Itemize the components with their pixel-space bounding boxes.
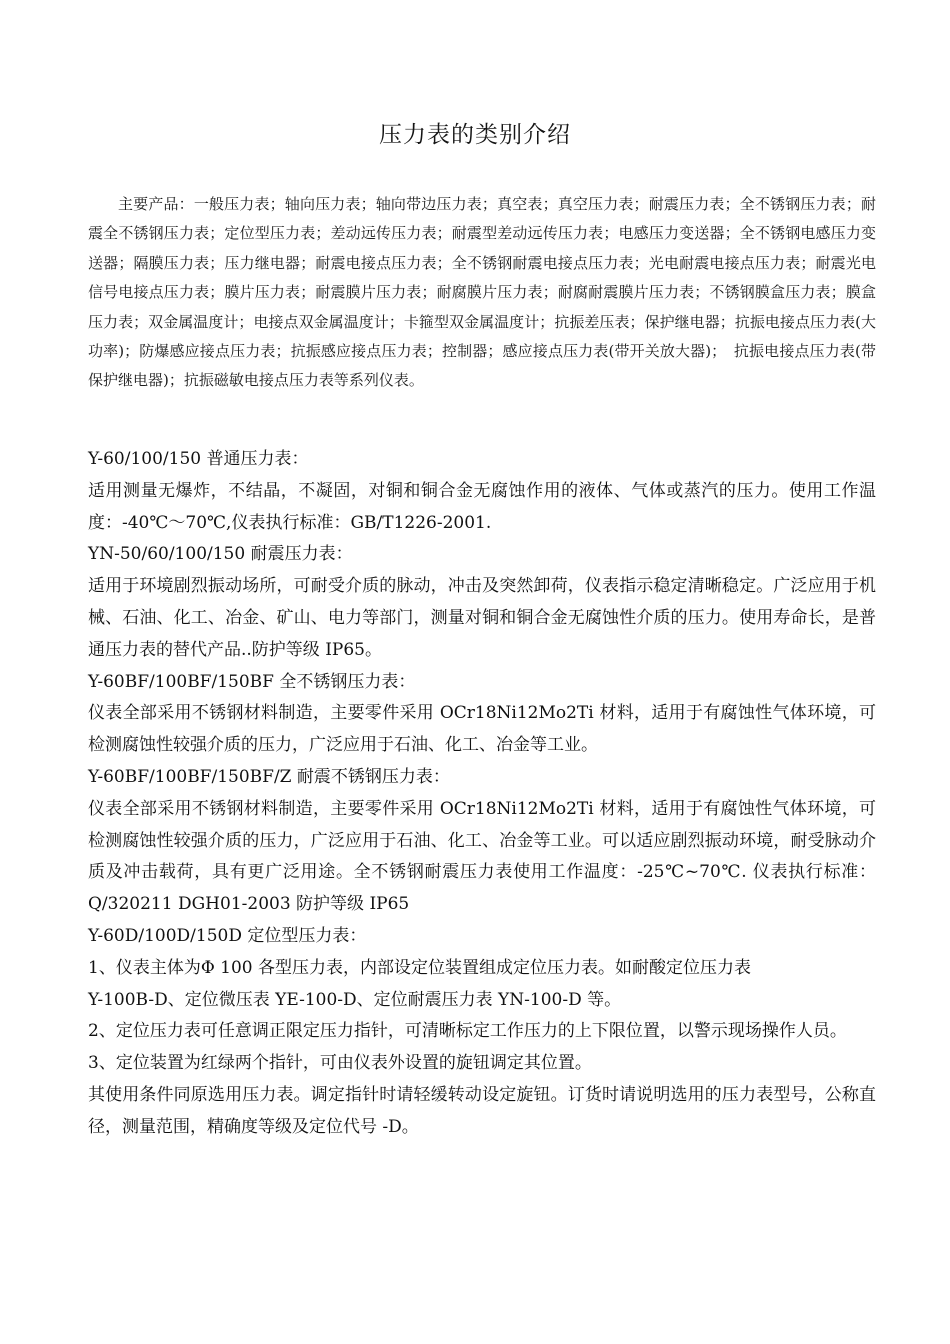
positioning-item-3: 3、定位装置为红绿两个指针，可由仪表外设置的旋钮调定其位置。 — [88, 1053, 592, 1074]
section-heading-shockproof-gauge: YN-50/60/100/150 耐震压力表： — [88, 544, 353, 565]
section-text-stainless-gauge: 仪表全部采用不锈钢材料制造，主要零件采用 OCr18Ni12Mo2Ti 材料，适用于有腐蚀性气体环境，可检测腐蚀性较强介质的压力，广泛应用于石油、化工、冶金等工业。 — [88, 703, 876, 756]
positioning-item-1: 1、仪表主体为Φ 100 各型压力表，内部设定位装置组成定位压力表。如耐酸定位压力表 — [88, 957, 752, 978]
section-heading-standard-gauge: Y-60/100/150 普通压力表： — [88, 449, 309, 469]
document-title: 压力表的类别介绍 — [379, 122, 571, 148]
section-text-shockproof-stainless-gauge: 仪表全部采用不锈钢材料制造，主要零件采用 OCr18Ni12Mo2Ti 材料，适用于有腐蚀性气体环境，可检测腐蚀性较强介质的压力，广泛应用于石油、化工、冶金等工业。可以适应剧烈振动环境，耐受脉动介质及冲击载荷，具有更广泛用途。全不锈钢耐震压力表使用工作温度：-25℃~70℃. 仪表执行标准：Q/320211 DGH01-2003 防护等级 IP65 — [88, 798, 876, 915]
section-text-standard-gauge: 适用测量无爆炸，不结晶，不凝固，对铜和铜合金无腐蚀作用的液体、气体或蒸汽的压力。使用工作温度：-40℃～70℃,仪表执行标准：GB/T1226-2001. — [88, 480, 876, 533]
section-heading-positioning-gauge: Y-60D/100D/150D 定位型压力表： — [88, 925, 367, 946]
section-heading-stainless-gauge: Y-60BF/100BF/150BF 全不锈钢压力表： — [88, 671, 416, 692]
document-body — [88, 444, 876, 1144]
section-text-shockproof-gauge: 适用于环境剧烈振动场所，可耐受介质的脉动，冲击及突然卸荷，仪表指示稳定清晰稳定。广泛应用于机械、石油、化工、冶金、矿山、电力等部门，测量对铜和铜合金无腐蚀性介质的压力。使用寿命长，是普通压力表的替代产品..防护等级 IP65。 — [88, 576, 876, 660]
positioning-usage-note: 其使用条件同原选用压力表。调定指针时请轻缓转动设定旋钮。订货时请说明选用的压力表型号，公称直径，测量范围，精确度等级及定位代号 -D。 — [88, 1084, 876, 1137]
section-heading-shockproof-stainless-gauge: Y-60BF/100BF/150BF/Z 耐震不锈钢压力表： — [88, 766, 450, 787]
positioning-item-2: 2、定位压力表可任意调正限定压力指针，可清晰标定工作压力的上下限位置，以警示现场操作人员。 — [88, 1021, 847, 1042]
positioning-item-1-continued: Y-100B-D、定位微压表 YE-100-D、定位耐震压力表 YN-100-D 等。 — [88, 989, 622, 1010]
product-list-paragraph: 主要产品：一般压力表；轴向压力表；轴向带边压力表；真空表；真空压力表；耐震压力表；全不锈钢压力表；耐震全不锈钢压力表；定位型压力表；差动远传压力表；耐震型差动远传压力表；电感压力变送器；全不锈钢电感压力变送器；隔膜压力表；压力继电器；耐震电接点压力表；全不锈钢耐震电接点压力表；光电耐震电接点压力表；耐震光电信号电接点压力表；膜片压力表；耐震膜片压力表；耐腐膜片压力表；耐腐耐震膜片压力表；不锈钢膜盒压力表；膜盒压力表；双金属温度计；电接点双金属温度计；卡箍型双金属温度计；抗振差压表；保护继电器；抗振电接点压力表(大功率)；防爆感应接点压力表；抗振感应接点压力表；控制器；感应接点压力表(带开关放大器)； 抗振电接点压力表(带保护继电器)；抗振磁敏电接点压力表等系列仪表。 — [88, 195, 876, 390]
